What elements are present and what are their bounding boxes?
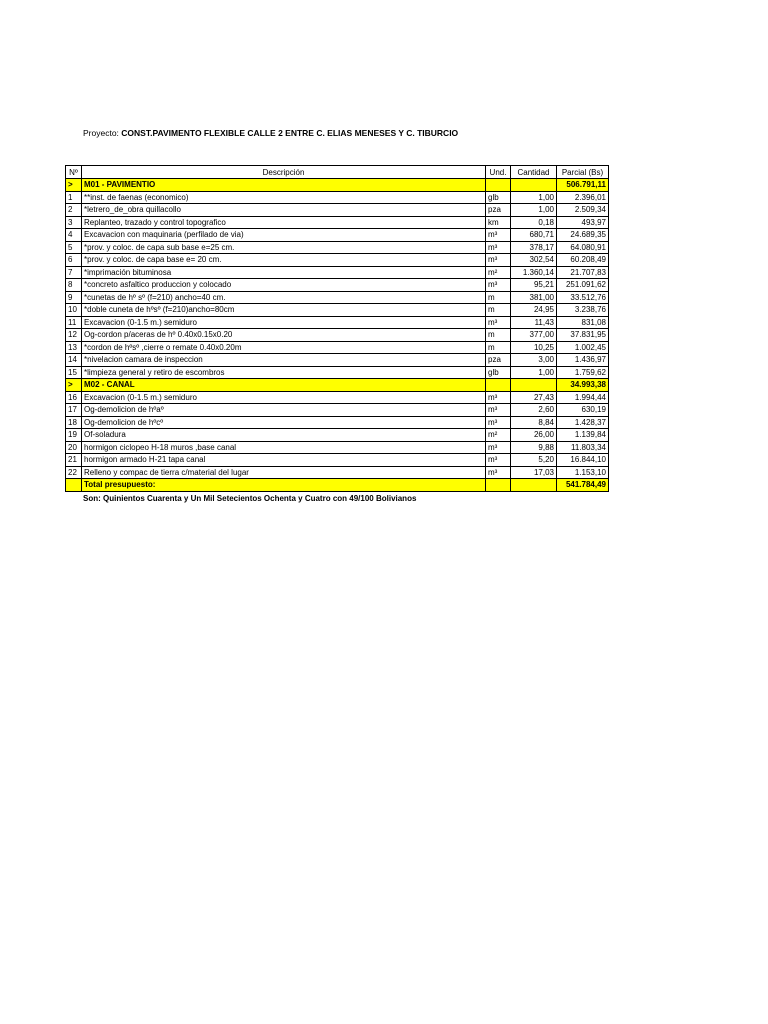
row-description: Og-demolicion de hºcº xyxy=(82,416,486,429)
table-row xyxy=(66,291,609,304)
row-number: 7 xyxy=(66,266,82,279)
row-partial: 506.791,11 xyxy=(557,179,609,192)
row-quantity: 8,84 xyxy=(511,416,557,429)
row-partial: 831,08 xyxy=(557,316,609,329)
row-quantity: 680,71 xyxy=(511,229,557,242)
row-description: *prov. y coloc. de capa base e= 20 cm. xyxy=(82,254,486,267)
row-description: *doble cuneta de hºsº (f=210)ancho=80cm xyxy=(82,304,486,317)
table-row xyxy=(66,254,609,267)
row-unit: glb xyxy=(486,366,511,379)
row-quantity: 11,43 xyxy=(511,316,557,329)
row-partial: 24.689,35 xyxy=(557,229,609,242)
row-description: *nivelacion camara de inspeccion xyxy=(82,354,486,367)
row-partial: 34.993,38 xyxy=(557,379,609,392)
project-name: CONST.PAVIMENTO FLEXIBLE CALLE 2 ENTRE C. ELIAS MENESES Y C. TIBURCIO xyxy=(121,128,459,138)
row-unit: m³ xyxy=(486,241,511,254)
row-description: Og-cordon p/aceras de hº 0.40x0.15x0.20 xyxy=(82,329,486,342)
row-number: 20 xyxy=(66,441,82,454)
table-row xyxy=(66,204,609,217)
row-partial: 630,19 xyxy=(557,404,609,417)
section-row xyxy=(66,379,609,392)
row-partial: 1.759,62 xyxy=(557,366,609,379)
row-number: > xyxy=(66,179,82,192)
row-quantity: 27,43 xyxy=(511,391,557,404)
row-partial: 11.803,34 xyxy=(557,441,609,454)
row-quantity: 1,00 xyxy=(511,204,557,217)
row-partial: 2.509,34 xyxy=(557,204,609,217)
header-partial: Parcial (Bs) xyxy=(557,166,609,179)
row-quantity: 5,20 xyxy=(511,454,557,467)
row-number: 17 xyxy=(66,404,82,417)
table-body xyxy=(66,179,609,492)
row-number: 22 xyxy=(66,466,82,479)
row-unit: m³ xyxy=(486,404,511,417)
table-row xyxy=(66,304,609,317)
row-unit: m³ xyxy=(486,254,511,267)
row-description: Of-soladura xyxy=(82,429,486,442)
table-row xyxy=(66,279,609,292)
row-quantity: 377,00 xyxy=(511,329,557,342)
row-partial: 2.396,01 xyxy=(557,191,609,204)
row-description: Excavacion con maquinaria (perfilado de via) xyxy=(82,229,486,242)
row-description: hormigon armado H-21 tapa canal xyxy=(82,454,486,467)
row-partial: 1.428,37 xyxy=(557,416,609,429)
table-row xyxy=(66,416,609,429)
row-unit: m³ xyxy=(486,416,511,429)
total-row xyxy=(66,479,609,492)
project-label: Proyecto: xyxy=(83,128,122,138)
row-number: 4 xyxy=(66,229,82,242)
row-number: 2 xyxy=(66,204,82,217)
row-partial: 1.002,45 xyxy=(557,341,609,354)
row-unit xyxy=(486,479,511,492)
row-partial: 33.512,76 xyxy=(557,291,609,304)
table-row xyxy=(66,441,609,454)
row-description: Relleno y compac de tierra c/material del lugar xyxy=(82,466,486,479)
table-row xyxy=(66,366,609,379)
row-quantity xyxy=(511,479,557,492)
row-partial: 64.080,91 xyxy=(557,241,609,254)
row-quantity: 1.360,14 xyxy=(511,266,557,279)
amount-in-words: Son: Quinientos Cuarenta y Un Mil Setecientos Ochenta y Cuatro con 49/100 Bolivianos xyxy=(83,494,417,503)
row-unit: m³ xyxy=(486,316,511,329)
row-partial: 251.091,62 xyxy=(557,279,609,292)
budget-table xyxy=(65,165,609,492)
table-row xyxy=(66,241,609,254)
row-partial: 1.436,97 xyxy=(557,354,609,367)
row-quantity: 381,00 xyxy=(511,291,557,304)
row-description: Total presupuesto: xyxy=(82,479,486,492)
row-unit: pza xyxy=(486,354,511,367)
row-unit: pza xyxy=(486,204,511,217)
row-unit: m³ xyxy=(486,229,511,242)
row-number: 3 xyxy=(66,216,82,229)
row-unit: m³ xyxy=(486,391,511,404)
table-row xyxy=(66,266,609,279)
row-quantity: 1,00 xyxy=(511,191,557,204)
table-row xyxy=(66,341,609,354)
row-unit: m xyxy=(486,329,511,342)
row-number: 5 xyxy=(66,241,82,254)
row-quantity: 3,00 xyxy=(511,354,557,367)
row-quantity: 2,60 xyxy=(511,404,557,417)
row-number: 6 xyxy=(66,254,82,267)
row-number: 19 xyxy=(66,429,82,442)
project-line xyxy=(83,128,458,138)
row-quantity xyxy=(511,179,557,192)
row-description: Excavacion (0-1.5 m.) semiduro xyxy=(82,391,486,404)
row-number: 10 xyxy=(66,304,82,317)
row-quantity: 9,88 xyxy=(511,441,557,454)
row-partial: 3.238,76 xyxy=(557,304,609,317)
row-partial: 21.707,83 xyxy=(557,266,609,279)
row-partial: 541.784,49 xyxy=(557,479,609,492)
table-row xyxy=(66,391,609,404)
row-description: *letrero_de_obra quillacollo xyxy=(82,204,486,217)
row-description: *imprimación bituminosa xyxy=(82,266,486,279)
row-number: > xyxy=(66,379,82,392)
row-number: 8 xyxy=(66,279,82,292)
row-partial: 1.994,44 xyxy=(557,391,609,404)
table-row xyxy=(66,466,609,479)
row-unit: km xyxy=(486,216,511,229)
row-quantity: 0,18 xyxy=(511,216,557,229)
row-description: *cunetas de hº sº (f=210) ancho=40 cm. xyxy=(82,291,486,304)
section-row xyxy=(66,179,609,192)
row-quantity: 302,54 xyxy=(511,254,557,267)
row-description: hormigon ciclopeo H-18 muros ,base canal xyxy=(82,441,486,454)
row-number: 11 xyxy=(66,316,82,329)
row-unit: m³ xyxy=(486,466,511,479)
header-description: Descripción xyxy=(82,166,486,179)
row-quantity: 95,21 xyxy=(511,279,557,292)
row-description: *cordon de hºsº ,cierre o remate 0.40x0.20m xyxy=(82,341,486,354)
header-quantity: Cantidad xyxy=(511,166,557,179)
row-partial: 60.208,49 xyxy=(557,254,609,267)
row-description: **inst. de faenas (economico) xyxy=(82,191,486,204)
row-description: Excavacion (0-1.5 m.) semiduro xyxy=(82,316,486,329)
row-unit: m² xyxy=(486,266,511,279)
row-description: *concreto asfaltico produccion y colocado xyxy=(82,279,486,292)
row-description: Og-demolicion de hºaº xyxy=(82,404,486,417)
table-header-row xyxy=(66,166,609,179)
table-row xyxy=(66,404,609,417)
row-number: 12 xyxy=(66,329,82,342)
row-unit: m³ xyxy=(486,441,511,454)
row-unit: m xyxy=(486,304,511,317)
table-row xyxy=(66,454,609,467)
row-partial: 16.844,10 xyxy=(557,454,609,467)
row-number: 14 xyxy=(66,354,82,367)
header-num: Nº xyxy=(66,166,82,179)
table-row xyxy=(66,354,609,367)
table-row xyxy=(66,229,609,242)
table-row xyxy=(66,216,609,229)
row-number xyxy=(66,479,82,492)
row-partial: 493,97 xyxy=(557,216,609,229)
row-number: 21 xyxy=(66,454,82,467)
row-quantity: 24,95 xyxy=(511,304,557,317)
row-partial: 1.139,84 xyxy=(557,429,609,442)
row-quantity: 1,00 xyxy=(511,366,557,379)
row-unit: m² xyxy=(486,429,511,442)
row-number: 16 xyxy=(66,391,82,404)
table-row xyxy=(66,329,609,342)
row-number: 18 xyxy=(66,416,82,429)
row-number: 9 xyxy=(66,291,82,304)
row-unit: m³ xyxy=(486,454,511,467)
row-description: Replanteo, trazado y control topografico xyxy=(82,216,486,229)
row-description: M01 - PAVIMENTIO xyxy=(82,179,486,192)
table-row xyxy=(66,191,609,204)
row-number: 1 xyxy=(66,191,82,204)
row-number: 15 xyxy=(66,366,82,379)
row-unit xyxy=(486,379,511,392)
row-quantity: 10,25 xyxy=(511,341,557,354)
row-description: M02 - CANAL xyxy=(82,379,486,392)
row-unit xyxy=(486,179,511,192)
row-quantity xyxy=(511,379,557,392)
row-partial: 37.831,95 xyxy=(557,329,609,342)
row-unit: m xyxy=(486,341,511,354)
row-quantity: 17,03 xyxy=(511,466,557,479)
row-quantity: 26,00 xyxy=(511,429,557,442)
row-unit: m xyxy=(486,291,511,304)
row-number: 13 xyxy=(66,341,82,354)
header-unit: Und. xyxy=(486,166,511,179)
row-unit: m³ xyxy=(486,279,511,292)
table-row xyxy=(66,316,609,329)
row-quantity: 378,17 xyxy=(511,241,557,254)
table-row xyxy=(66,429,609,442)
row-unit: glb xyxy=(486,191,511,204)
row-partial: 1.153,10 xyxy=(557,466,609,479)
row-description: *prov. y coloc. de capa sub base e=25 cm. xyxy=(82,241,486,254)
row-description: *limpieza general y retiro de escombros xyxy=(82,366,486,379)
